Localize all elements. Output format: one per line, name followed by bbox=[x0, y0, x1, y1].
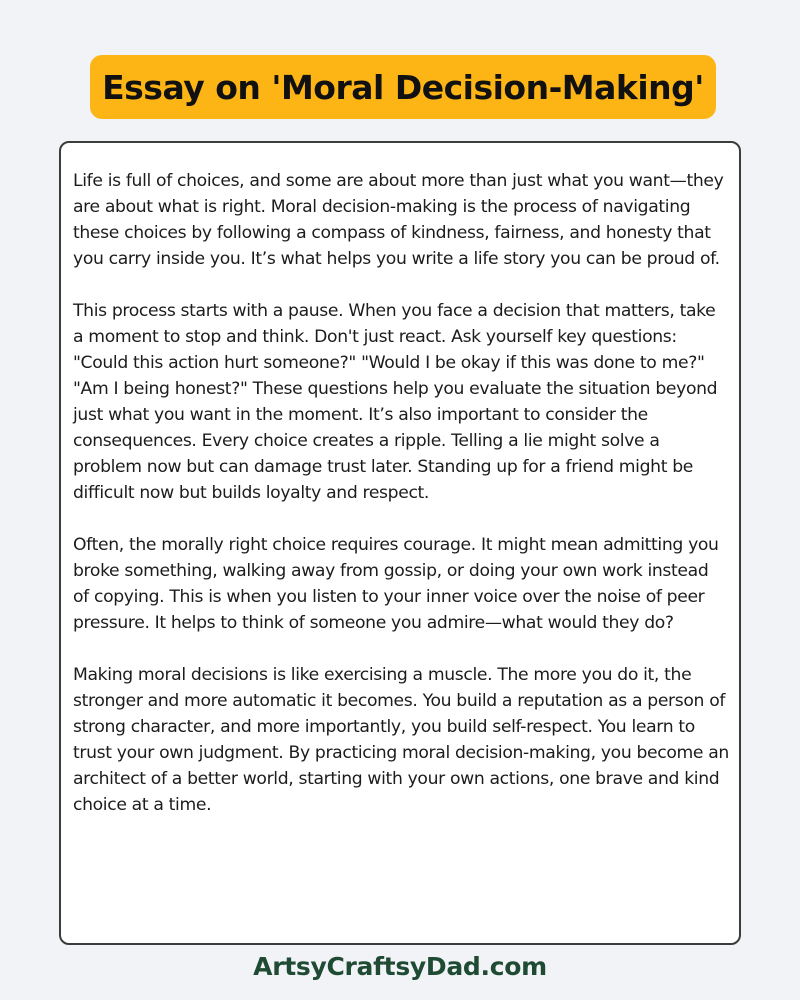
page-title: Essay on 'Moral Decision-Making' bbox=[102, 67, 704, 107]
essay-paragraph-3: Often, the morally right choice requires courage. It might mean admitting you broke something, walking away from gossip, or doing your own work instead of copying. This is when you listen to your inner voice over the noise of peer pressure. It helps to think of someone you admire—what would they do? bbox=[73, 535, 719, 633]
essay-paragraph-1: Life is full of choices, and some are about more than just what you want—they are about what is right. Moral decision-making is the process of navigating these choices by following a compass of kindness, fairness, and honesty that you carry inside you. It’s what helps you write a life story you can be proud of. bbox=[73, 171, 724, 269]
title-banner bbox=[90, 55, 716, 119]
essay-paragraph-2: This process starts with a pause. When you face a decision that matters, take a moment to stop and think. Don't just react. Ask yourself key questions: "Could this action hurt someone?" "Would I be okay if this was done to me?" "Am I being honest?" These questions help you evaluate the situation beyond just what you want in the moment. It’s also important to consider the consequences. Every choice creates a ripple. Telling a lie might solve a problem now but can damage trust later. Standing up for a friend might be difficult now but builds loyalty and respect. bbox=[73, 301, 718, 503]
essay-paragraph-4: Making moral decisions is like exercising a muscle. The more you do it, the stronger and more automatic it becomes. You build a reputation as a person of strong character, and more importantly, you build self-respect. You learn to trust your own judgment. By practicing moral decision-making, you become an architect of a better world, starting with your own actions, one brave and kind choice at a time. bbox=[73, 665, 729, 815]
essay-card bbox=[59, 141, 741, 945]
site-footer: ArtsyCraftsyDad.com bbox=[253, 952, 547, 981]
